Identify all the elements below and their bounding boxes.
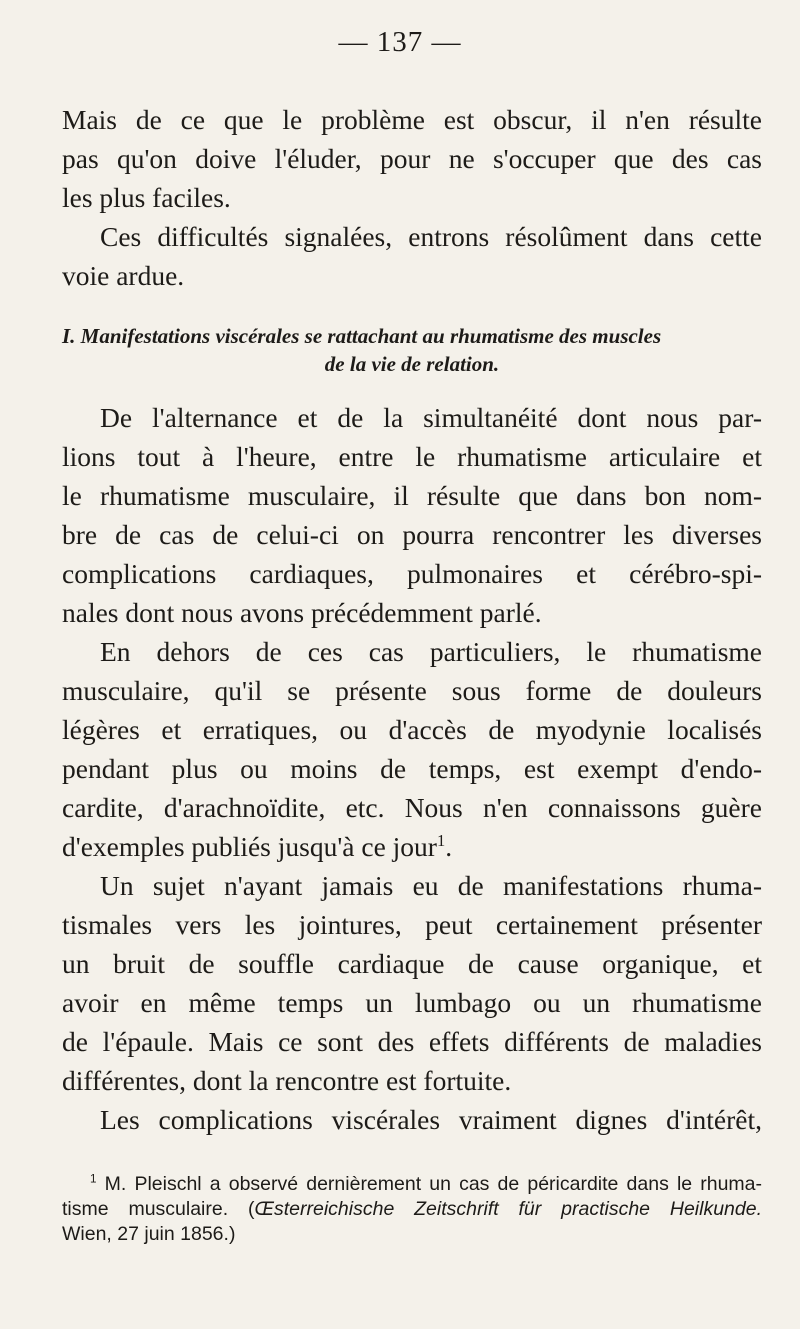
text-fragment: d'exemples publiés jusqu'à ce jour xyxy=(62,831,437,862)
intro-paragraph xyxy=(62,100,762,295)
text-fragment: tisme musculaire. ( xyxy=(62,1198,255,1220)
text-line: musculaire, qu'il se présente sous forme de douleurs xyxy=(62,675,762,706)
text-line: tismales vers les jointures, peut certainement présenter xyxy=(62,909,762,940)
text-line: cardite, d'arachnoïdite, etc. Nous n'en connaissons guère xyxy=(62,792,762,823)
text-line: le rhumatisme musculaire, il résulte que dans bon nom- xyxy=(62,480,762,511)
text-line: les plus faciles. xyxy=(62,182,231,213)
footnote-line: Wien, 27 juin 1856.) xyxy=(62,1223,236,1245)
text-line: complications cardiaques, pulmonaires et cérébro-spi- xyxy=(62,558,762,589)
text-line: un bruit de souffle cardiaque de cause organique, et xyxy=(62,948,762,979)
footnote xyxy=(62,1172,762,1247)
text-line: de l'épaule. Mais ce sont des effets différents de maladies xyxy=(62,1026,762,1057)
text-line: pendant plus ou moins de temps, est exempt d'endo- xyxy=(62,753,762,784)
footnote-line xyxy=(62,1172,762,1197)
text-line: différentes, dont la rencontre est fortuite. xyxy=(62,1065,512,1096)
section-heading-line: de la vie de relation. xyxy=(324,352,500,376)
text-line: nales dont nous avons précédemment parlé. xyxy=(62,597,542,628)
footnote-marker: 1 xyxy=(90,1172,97,1186)
text-line: En dehors de ces cas particuliers, le rhumatisme xyxy=(100,636,762,667)
text-line: voie ardue. xyxy=(62,260,185,291)
text-line: pas qu'on doive l'éluder, pour ne s'occuper que des cas xyxy=(62,143,762,174)
text-line: bre de cas de celui-ci on pourra rencontrer les diverses xyxy=(62,519,762,550)
text-line: Mais de ce que le problème est obscur, il n'en résulte xyxy=(62,104,762,135)
text-line: Les complications viscérales vraiment dignes d'intérêt, xyxy=(100,1104,762,1135)
text-line: De l'alternance et de la simultanéité dont nous par- xyxy=(100,402,762,433)
footnote-ref: 1 xyxy=(436,830,446,850)
journal-title: Œsterreichische Zeitschrift für practische Heilkunde. xyxy=(254,1198,762,1220)
text-fragment: M. Pleischl a observé dernièrement un cas de péricardite dans le rhuma- xyxy=(104,1173,763,1195)
section-heading xyxy=(62,322,762,378)
text-line: Un sujet n'ayant jamais eu de manifestations rhuma- xyxy=(100,870,762,901)
footnote-line xyxy=(62,1197,762,1222)
text-line: légères et erratiques, ou d'accès de myodynie localisés xyxy=(62,714,762,745)
body-text xyxy=(62,398,762,1139)
text-line: avoir en même temps un lumbago ou un rhumatisme xyxy=(62,987,762,1018)
text-line: Ces difficultés signalées, entrons résolûment dans cette xyxy=(100,221,762,252)
text-line: d'exemples publiés jusqu'à ce jour$^1$. xyxy=(62,830,453,862)
page-number: — 137 — xyxy=(338,26,462,58)
text-line: lions tout à l'heure, entre le rhumatisme articulaire et xyxy=(62,441,762,472)
section-heading-line: I. Manifestations viscérales se rattachant au rhumatisme des muscles xyxy=(62,324,662,348)
